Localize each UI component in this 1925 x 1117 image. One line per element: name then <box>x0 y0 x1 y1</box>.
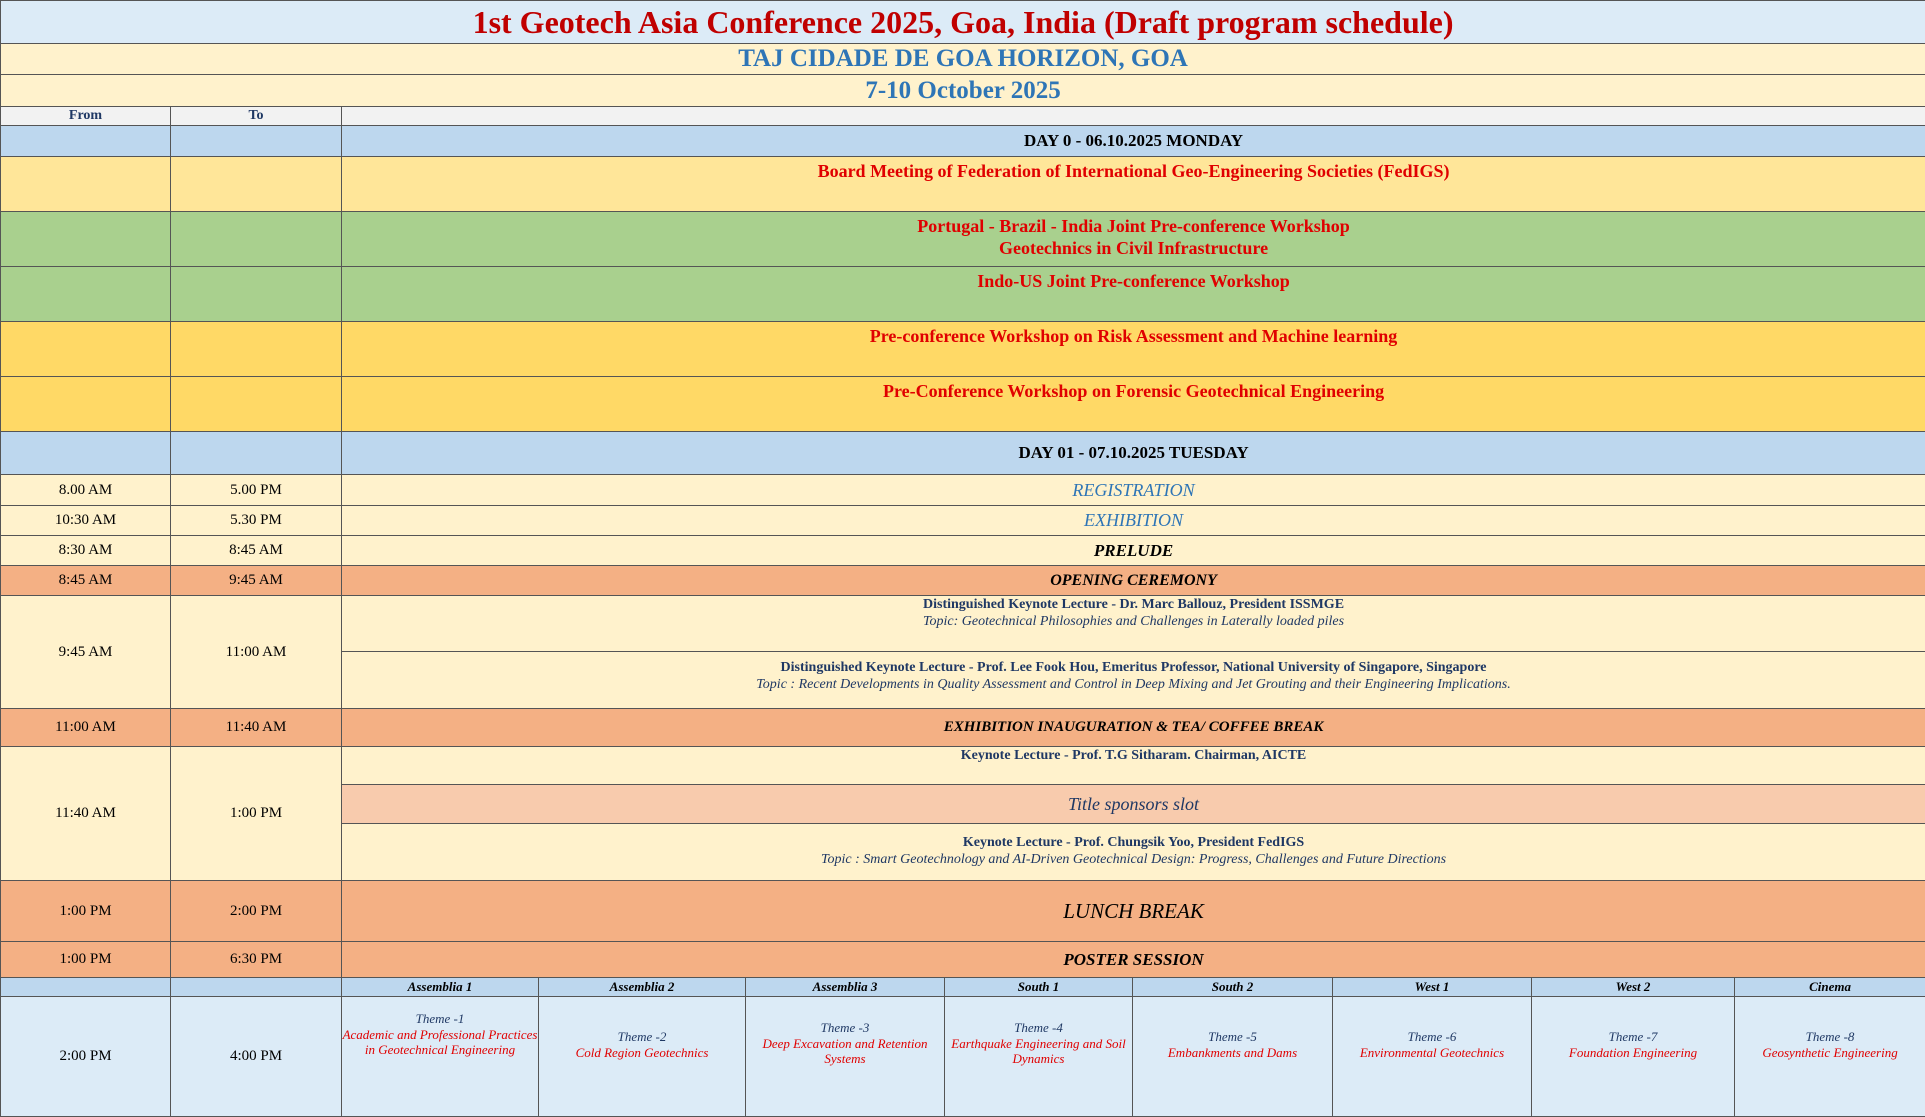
hall-assemblia-3: Assemblia 3 <box>746 978 945 997</box>
keynote-topic: Topic: Geotechnical Philosophies and Challenges in Laterally loaded piles <box>342 614 1925 631</box>
theme-cell-1 <box>342 997 539 1117</box>
time-to: 5.00 PM <box>171 475 342 506</box>
time-from: 11:40 AM <box>1 747 171 881</box>
time-from: 2:00 PM <box>1 997 171 1117</box>
theme-name: Foundation Engineering <box>1532 1045 1734 1061</box>
workshop-subtitle: Geotechnics in Civil Infrastructure <box>342 238 1925 260</box>
time-to: 11:00 AM <box>171 596 342 709</box>
theme-name: Academic and Professional Practices in Geotechnical Engineering <box>342 1027 538 1058</box>
theme-cell-4 <box>945 997 1133 1117</box>
time-from: 10:30 AM <box>1 506 171 536</box>
day0-event-fedigs-board-meeting: Board Meeting of Federation of International Geo-Engineering Societies (FedIGS) <box>342 157 1925 212</box>
keynote-lee-fook-hou <box>342 652 1925 709</box>
keynote-chungsik-yoo <box>342 824 1925 881</box>
theme-cell-6 <box>1333 997 1532 1117</box>
theme-name: Cold Region Geotechnics <box>539 1045 745 1061</box>
theme-label: Theme -5 <box>1133 1029 1332 1045</box>
event-dates: 7-10 October 2025 <box>1 75 1925 107</box>
workshop-title: Portugal - Brazil - India Joint Pre-conference Workshop <box>342 216 1925 238</box>
time-to: 2:00 PM <box>171 881 342 942</box>
theme-name: Geosynthetic Engineering <box>1735 1045 1925 1061</box>
theme-label: Theme -6 <box>1333 1029 1531 1045</box>
time-to: 8:45 AM <box>171 536 342 566</box>
column-header-event <box>342 107 1925 126</box>
theme-label: Theme -2 <box>539 1029 745 1045</box>
session-poster: POSTER SESSION <box>342 942 1925 978</box>
session-exhibition: EXHIBITION <box>342 506 1925 536</box>
keynote-topic: Topic : Smart Geotechnology and AI-Driven Geotechnical Design: Progress, Challenges and Future Directions <box>342 852 1925 869</box>
day0-heading: DAY 0 - 06.10.2025 MONDAY <box>342 126 1925 157</box>
hall-west-1: West 1 <box>1333 978 1532 997</box>
time-from: 8:30 AM <box>1 536 171 566</box>
time-from: 8.00 AM <box>1 475 171 506</box>
hall-south-1: South 1 <box>945 978 1133 997</box>
hall-assemblia-1: Assemblia 1 <box>342 978 539 997</box>
time-from: 1:00 PM <box>1 881 171 942</box>
hall-south-2: South 2 <box>1133 978 1333 997</box>
time-to: 5.30 PM <box>171 506 342 536</box>
time-to: 11:40 AM <box>171 709 342 747</box>
day0-event-forensic-workshop: Pre-Conference Workshop on Forensic Geotechnical Engineering <box>342 377 1925 432</box>
session-exhibition-inauguration: EXHIBITION INAUGURATION & TEA/ COFFEE BREAK <box>342 709 1925 747</box>
day0-event-risk-assessment-workshop: Pre-conference Workshop on Risk Assessment and Machine learning <box>342 322 1925 377</box>
theme-cell-8 <box>1735 997 1925 1117</box>
time-to: 9:45 AM <box>171 566 342 596</box>
keynote-title: Distinguished Keynote Lecture - Prof. Lee Fook Hou, Emeritus Professor, National University of Singapore, Singapore <box>342 660 1925 677</box>
time-to: 1:00 PM <box>171 747 342 881</box>
keynote-title: Keynote Lecture - Prof. Chungsik Yoo, President FedIGS <box>342 835 1925 852</box>
keynote-title: Distinguished Keynote Lecture - Dr. Marc Ballouz, President ISSMGE <box>342 597 1925 614</box>
theme-cell-3 <box>746 997 945 1117</box>
day0-event-portugal-brazil-india-workshop <box>342 212 1925 267</box>
title-sponsors-slot: Title sponsors slot <box>342 785 1925 824</box>
theme-label: Theme -7 <box>1532 1029 1734 1045</box>
theme-label: Theme -8 <box>1735 1029 1925 1045</box>
theme-name: Deep Excavation and Retention Systems <box>746 1036 944 1067</box>
time-from: 9:45 AM <box>1 596 171 709</box>
theme-label: Theme -1 <box>342 1011 538 1027</box>
hall-assemblia-2: Assemblia 2 <box>539 978 746 997</box>
theme-label: Theme -4 <box>945 1020 1132 1036</box>
column-header-to: To <box>171 107 342 126</box>
session-opening-ceremony: OPENING CEREMONY <box>342 566 1925 596</box>
theme-name: Embankments and Dams <box>1133 1045 1332 1061</box>
time-from: 11:00 AM <box>1 709 171 747</box>
theme-cell-2 <box>539 997 746 1117</box>
time-to: 6:30 PM <box>171 942 342 978</box>
theme-name: Environmental Geotechnics <box>1333 1045 1531 1061</box>
session-lunch-break: LUNCH BREAK <box>342 881 1925 942</box>
column-header-from: From <box>1 107 171 126</box>
venue: TAJ CIDADE DE GOA HORIZON, GOA <box>1 44 1925 75</box>
day1-heading: DAY 01 - 07.10.2025 TUESDAY <box>342 432 1925 475</box>
session-registration: REGISTRATION <box>342 475 1925 506</box>
time-to: 4:00 PM <box>171 997 342 1117</box>
hall-cinema: Cinema <box>1735 978 1925 997</box>
keynote-marc-ballouz <box>342 596 1925 652</box>
time-from: 8:45 AM <box>1 566 171 596</box>
time-from: 1:00 PM <box>1 942 171 978</box>
session-prelude: PRELUDE <box>342 536 1925 566</box>
keynote-sitharam: Keynote Lecture - Prof. T.G Sitharam. Chairman, AICTE <box>342 747 1925 785</box>
keynote-topic: Topic : Recent Developments in Quality Assessment and Control in Deep Mixing and Jet Grouting and their Engineering Implications. <box>342 677 1925 694</box>
hall-west-2: West 2 <box>1532 978 1735 997</box>
theme-name: Earthquake Engineering and Soil Dynamics <box>945 1036 1132 1067</box>
day0-event-indo-us-workshop: Indo-US Joint Pre-conference Workshop <box>342 267 1925 322</box>
theme-cell-7 <box>1532 997 1735 1117</box>
theme-label: Theme -3 <box>746 1020 944 1036</box>
theme-cell-5 <box>1133 997 1333 1117</box>
page-title: 1st Geotech Asia Conference 2025, Goa, India (Draft program schedule) <box>1 1 1925 44</box>
